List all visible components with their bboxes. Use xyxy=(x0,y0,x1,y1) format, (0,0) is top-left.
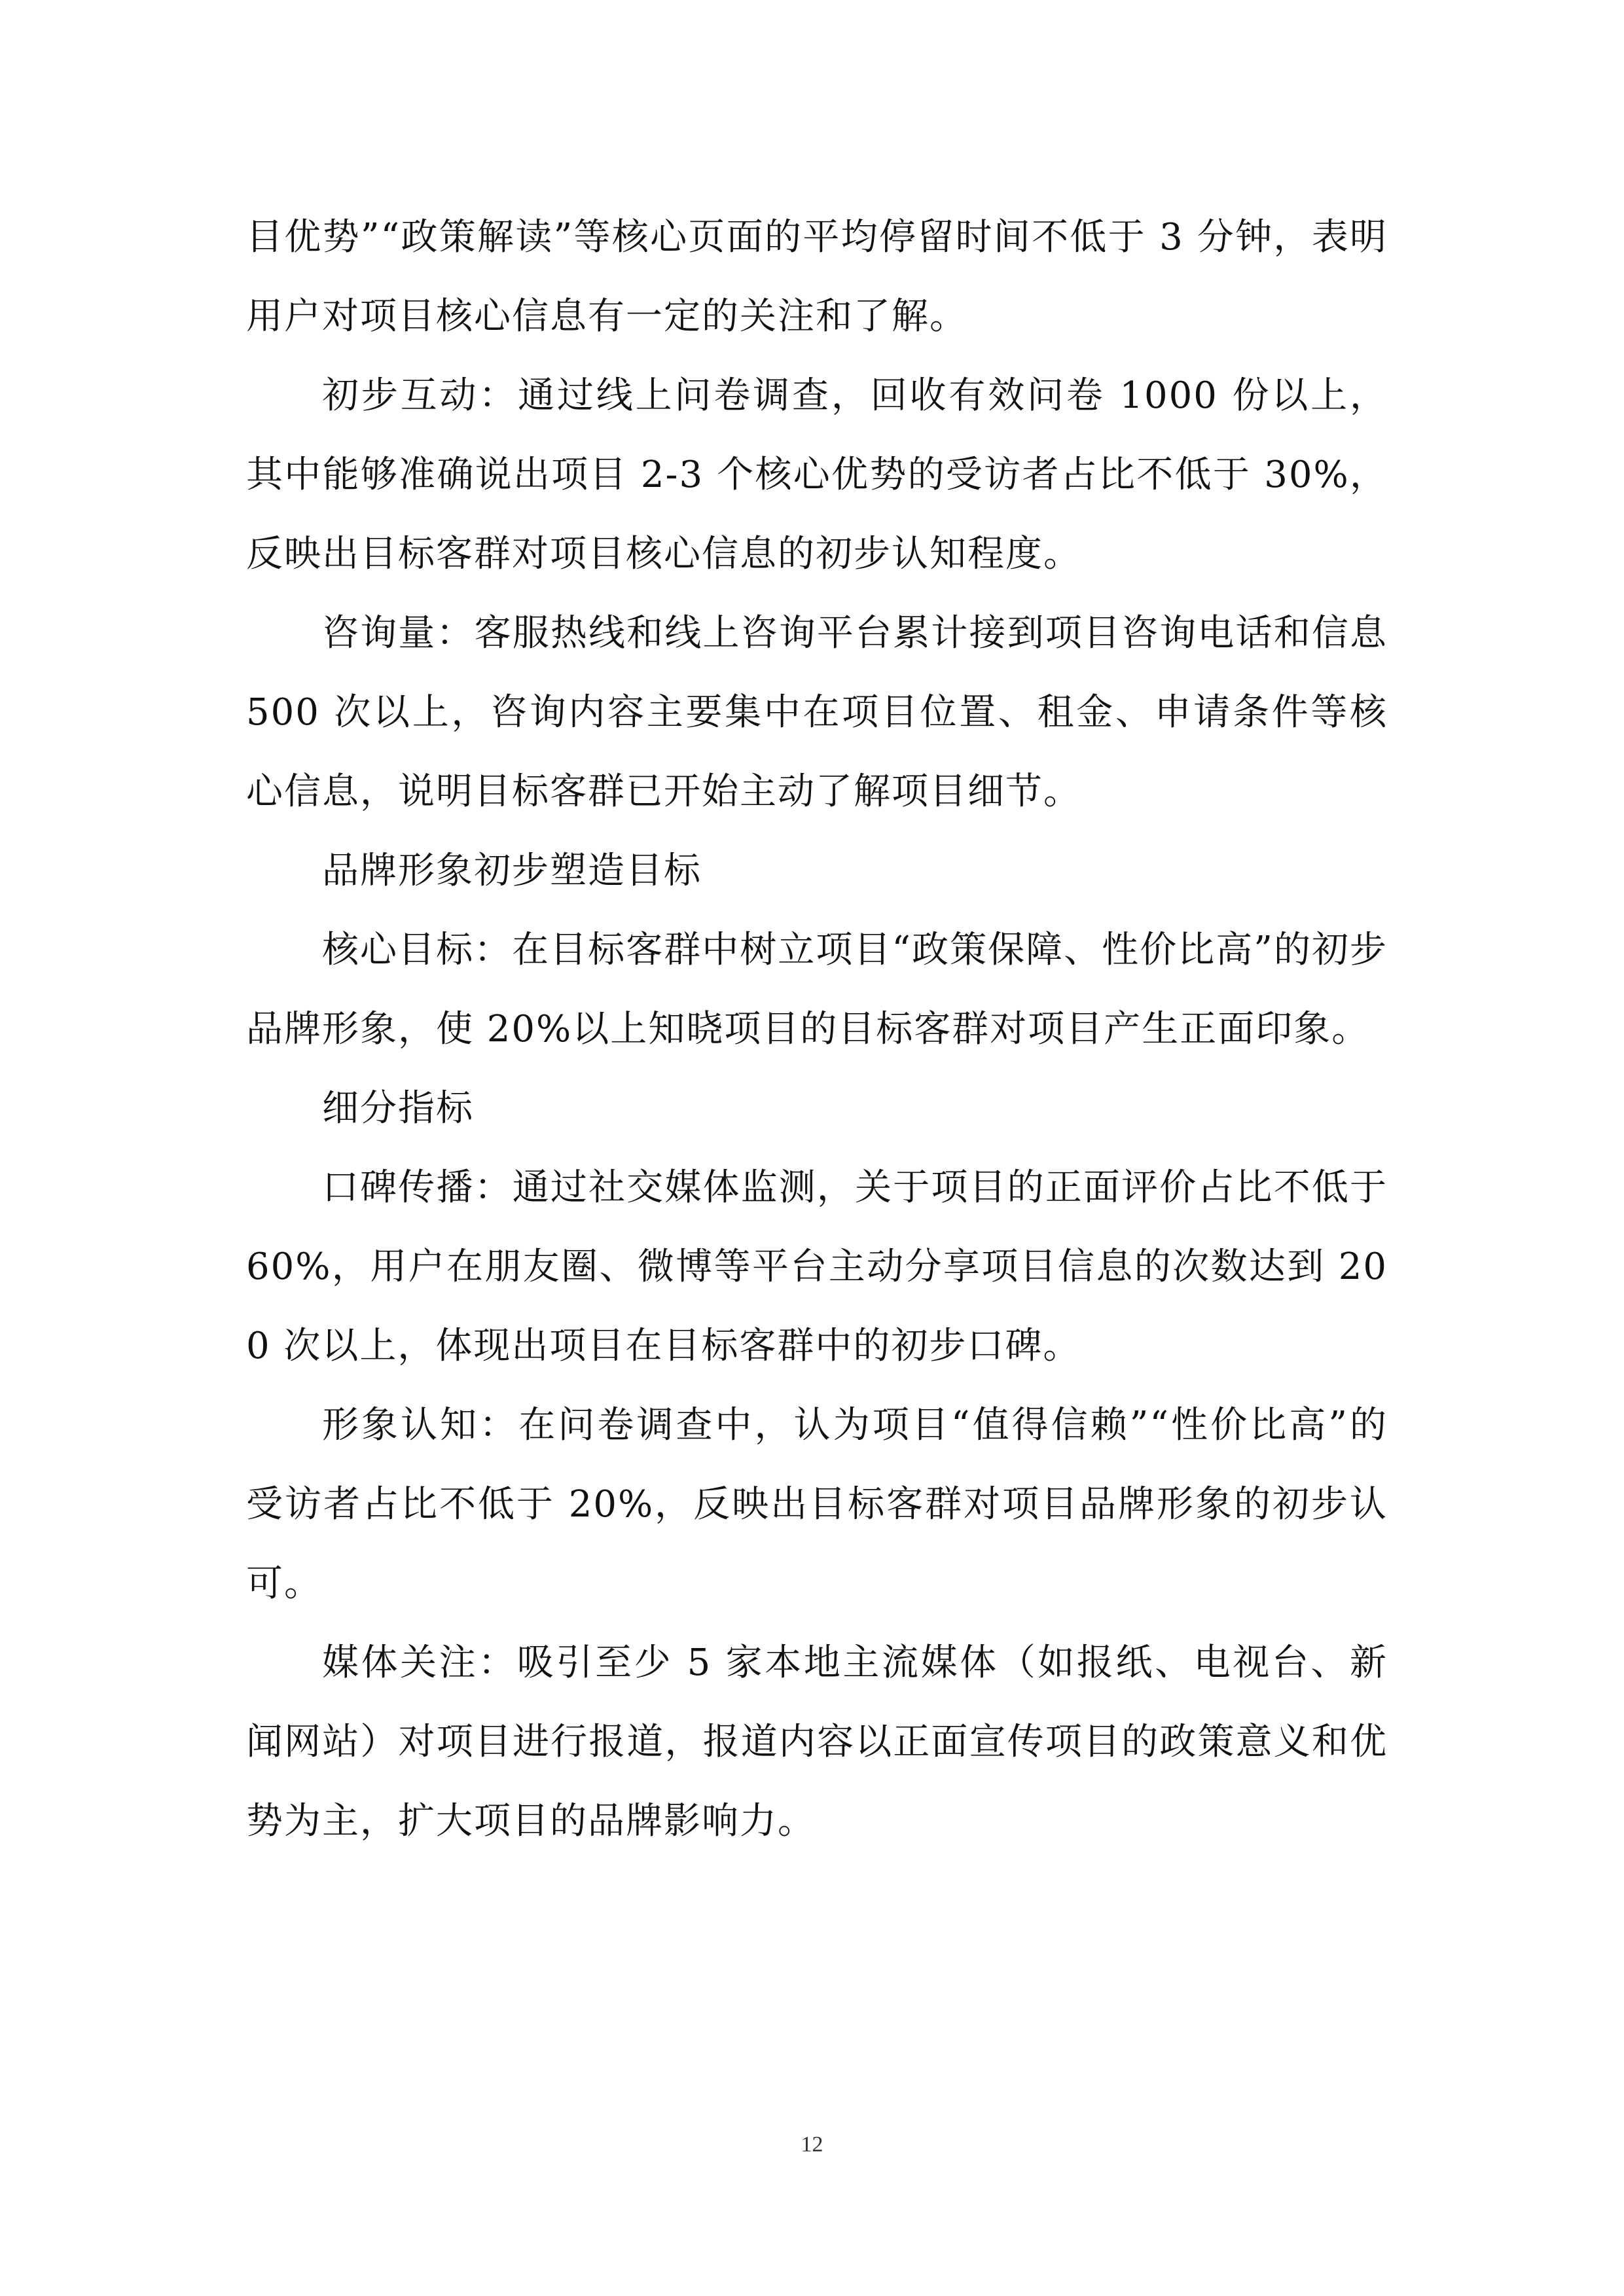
paragraph: 口碑传播：通过社交媒体监测，关于项目的正面评价占比不低于 60%，用户在朋友圈、微博等平台主动分享项目信息的次数达到 200 次以上，体现出项目在目标客群中的初步口碑。 xyxy=(246,1166,1388,1367)
section-heading: 细分指标 xyxy=(322,1087,474,1130)
paragraph: 媒体关注：吸引至少 5 家本地主流媒体（如报纸、电视台、新闻网站）对项目进行报道，报道内容以正面宣传项目的政策意义和优势为主，扩大项目的品牌影响力。 xyxy=(246,1641,1388,1842)
document-body xyxy=(246,198,1388,1861)
paragraph: 核心目标：在目标客群中树立项目“政策保障、性价比高”的初步品牌形象，使 20%以上知晓项目的目标客群对项目产生正面印象。 xyxy=(246,929,1388,1050)
paragraph: 目优势”“政策解读”等核心页面的平均停留时间不低于 3 分钟，表明用户对项目核心信息有一定的关注和了解。 xyxy=(246,216,1388,338)
paragraph: 形象认知：在问卷调查中，认为项目“值得信赖”“性价比高”的受访者占比不低于 20%，反映出目标客群对项目品牌形象的初步认可。 xyxy=(246,1404,1388,1605)
page-number: 12 xyxy=(801,2132,823,2157)
paragraph: 咨询量：客服热线和线上咨询平台累计接到项目咨询电话和信息 500 次以上，咨询内容主要集中在项目位置、租金、申请条件等核心信息，说明目标客群已开始主动了解项目细节。 xyxy=(246,612,1388,813)
section-heading: 品牌形象初步塑造目标 xyxy=(322,850,702,892)
paragraph: 初步互动：通过线上问卷调查，回收有效问卷 1000 份以上，其中能够准确说出项目 2-3 个核心优势的受访者占比不低于 30%，反映出目标客群对项目核心信息的初步认知程度。 xyxy=(246,374,1388,575)
